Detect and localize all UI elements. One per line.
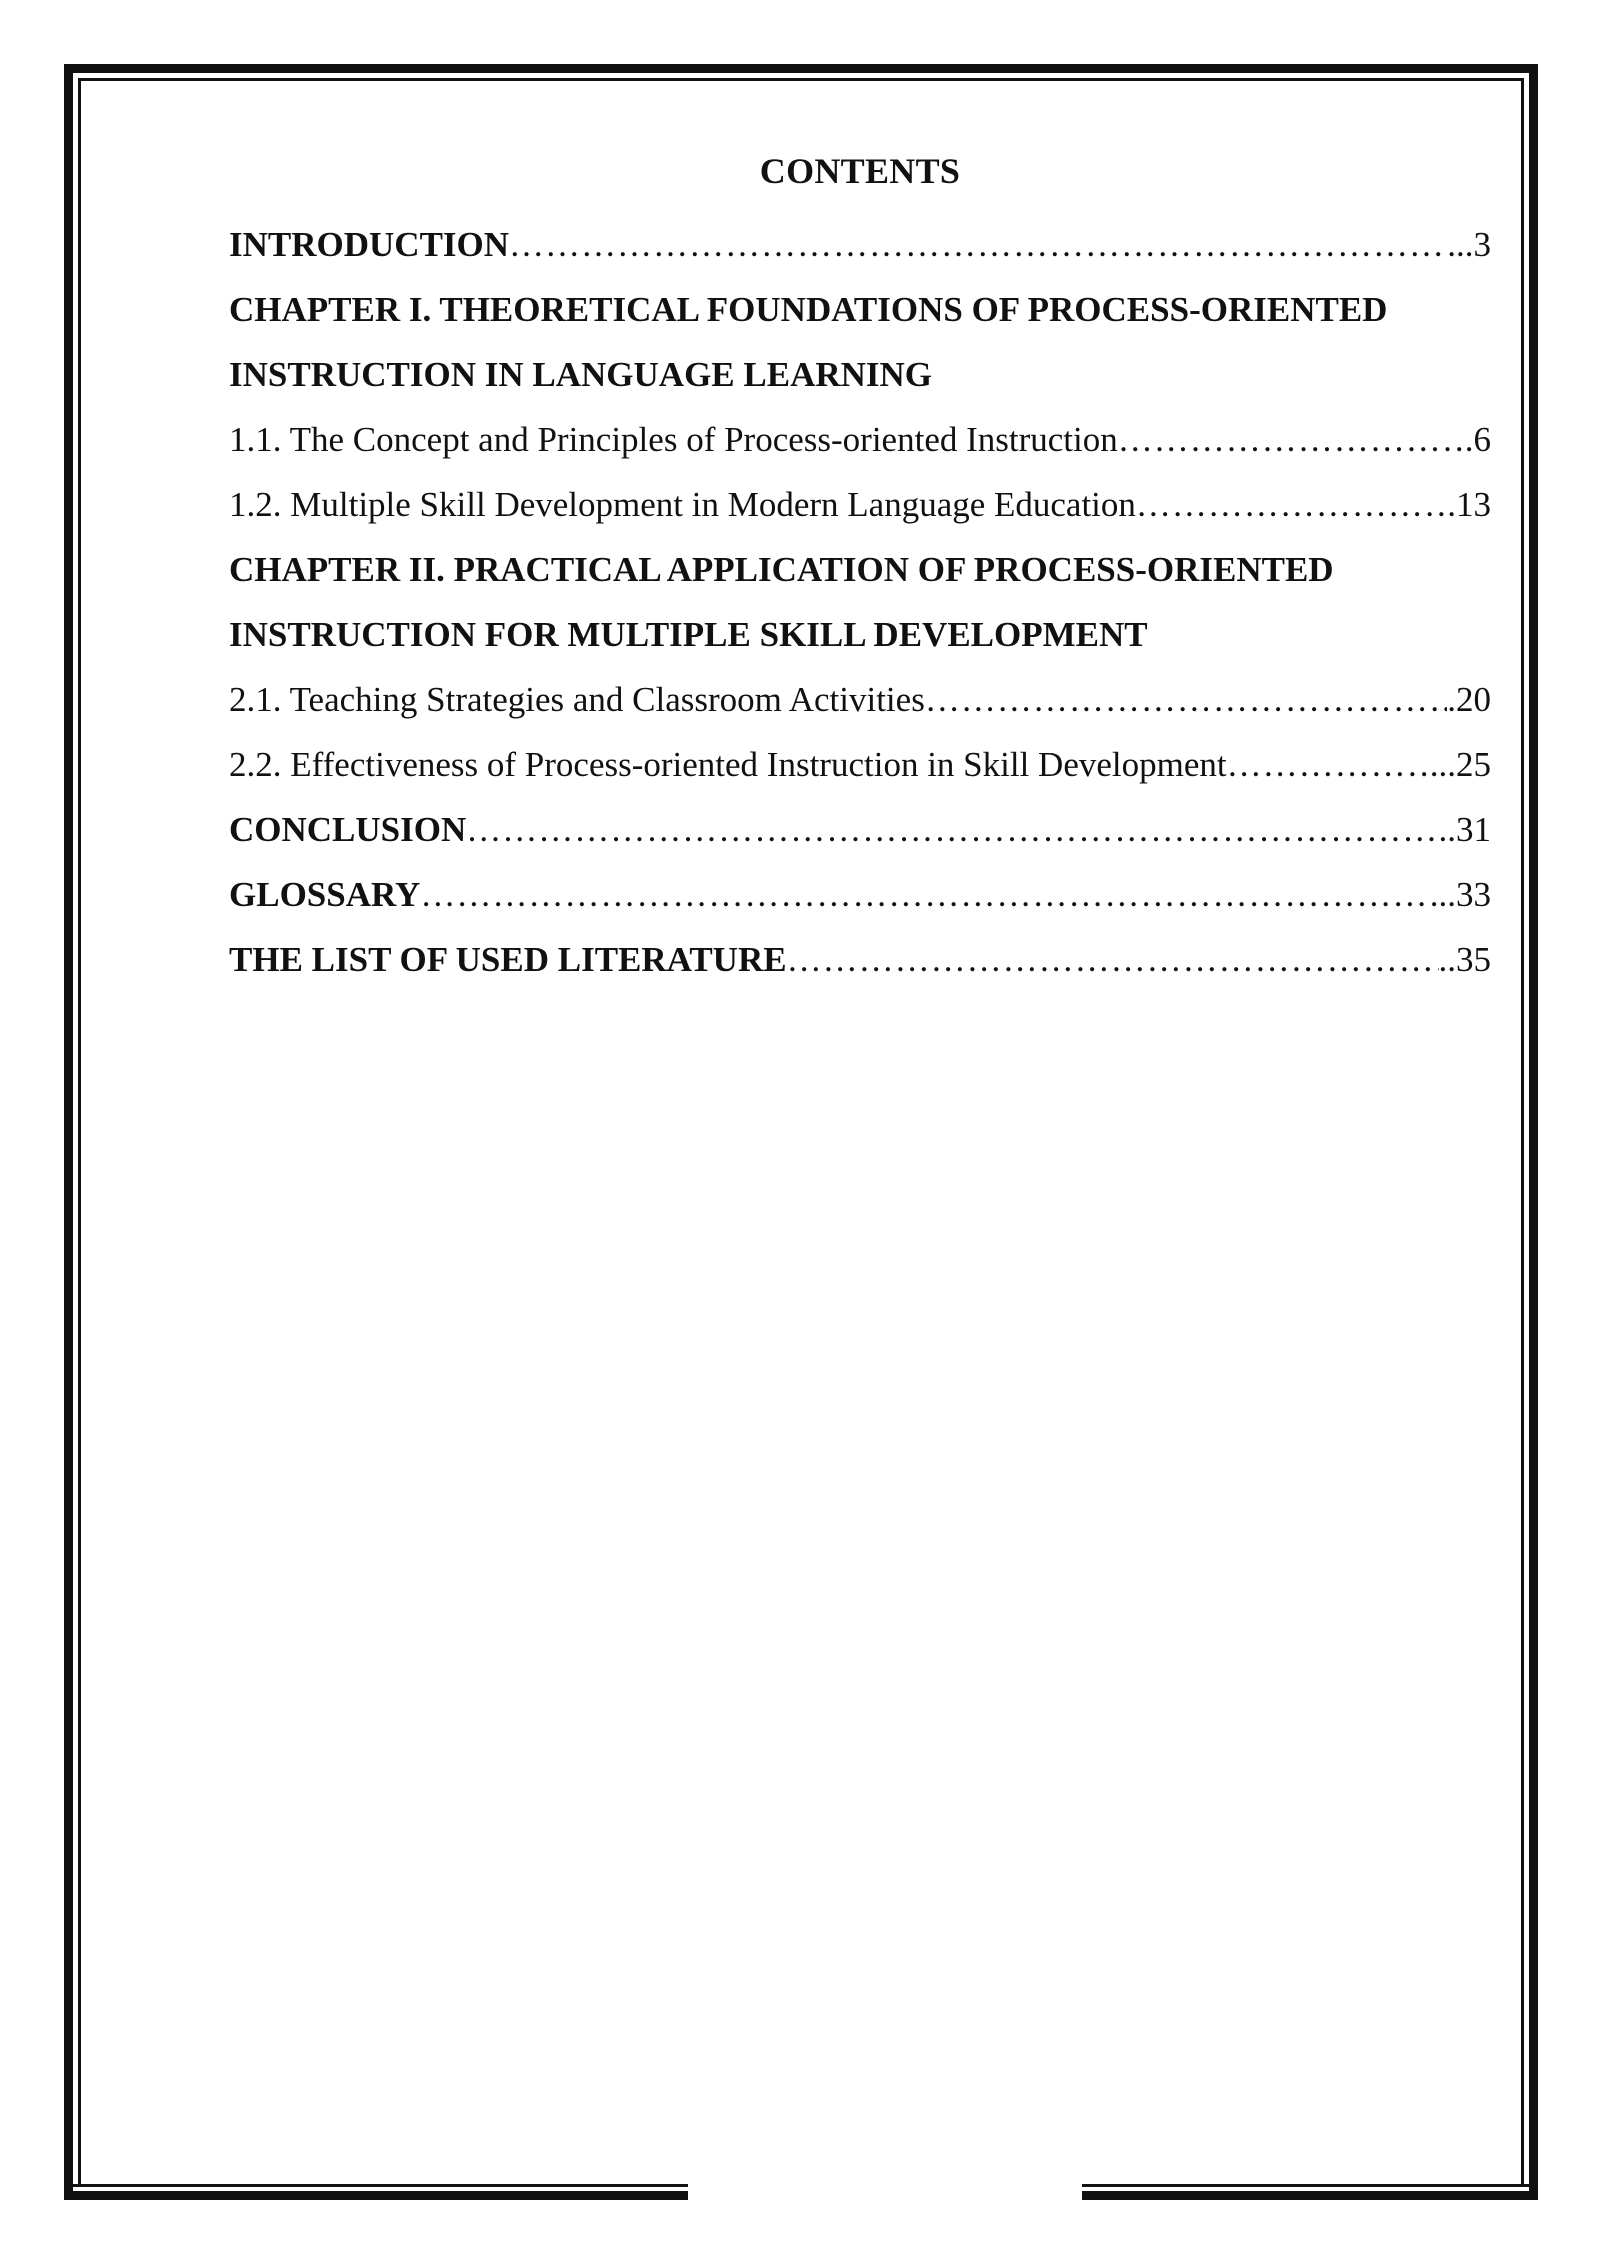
toc-dot-leader xyxy=(925,667,1447,732)
toc-page-number: .20 xyxy=(1447,680,1491,719)
toc-entry[interactable] xyxy=(229,732,1491,797)
toc-page-number: .6 xyxy=(1464,420,1491,459)
toc-entry-label: CHAPTER II. PRACTICAL APPLICATION OF PROCESS-ORIENTED xyxy=(229,550,1334,589)
toc-entry[interactable] xyxy=(229,277,1491,342)
toc-entry-label: 1.2. Multiple Skill Development in Modern Language Education xyxy=(229,485,1136,524)
toc-page-number: ...25 xyxy=(1429,745,1491,784)
toc-entry-label: GLOSSARY xyxy=(229,875,421,914)
toc-dot-leader xyxy=(1118,407,1465,472)
frame-bottom-right-thin xyxy=(1082,2184,1538,2187)
frame-bottom-left-thick xyxy=(64,2191,688,2200)
toc-dot-leader xyxy=(509,212,1447,277)
toc-dot-leader xyxy=(420,862,1429,927)
toc-page-number: ..35 xyxy=(1438,940,1491,979)
toc-entry-label: INSTRUCTION IN LANGUAGE LEARNING xyxy=(229,355,933,394)
toc-entry[interactable] xyxy=(229,537,1491,602)
toc-dot-leader xyxy=(466,797,1438,862)
toc-entry[interactable] xyxy=(229,212,1491,277)
toc-page-number: ...3 xyxy=(1447,225,1491,264)
toc-entry[interactable] xyxy=(229,797,1491,862)
toc-entry[interactable] xyxy=(229,472,1491,537)
toc-page-number: .13 xyxy=(1447,485,1491,524)
toc-entry[interactable] xyxy=(229,667,1491,732)
toc-entry-label: THE LIST OF USED LITERATURE xyxy=(229,940,787,979)
toc-entry-label: CHAPTER I. THEORETICAL FOUNDATIONS OF PROCESS-ORIENTED xyxy=(229,290,1388,329)
table-of-contents xyxy=(229,212,1491,992)
toc-page-number: ..31 xyxy=(1438,810,1491,849)
toc-entry-label: INSTRUCTION FOR MULTIPLE SKILL DEVELOPMENT xyxy=(229,615,1148,654)
contents-title: CONTENTS xyxy=(759,151,961,191)
toc-page-number: ...33 xyxy=(1429,875,1491,914)
toc-entry[interactable] xyxy=(229,407,1491,472)
toc-entry[interactable] xyxy=(229,927,1491,992)
toc-entry[interactable] xyxy=(229,342,1491,407)
toc-entry-label: 2.2. Effectiveness of Process-oriented Instruction in Skill Development xyxy=(229,745,1227,784)
toc-entry-label: 1.1. The Concept and Principles of Process-oriented Instruction xyxy=(229,420,1118,459)
toc-entry[interactable] xyxy=(229,862,1491,927)
toc-entry-label: CONCLUSION xyxy=(229,810,467,849)
toc-entry-label: 2.1. Teaching Strategies and Classroom Activities xyxy=(229,680,925,719)
toc-dot-leader xyxy=(1227,732,1430,797)
frame-bottom-right-thick xyxy=(1082,2191,1538,2200)
frame-bottom-left-thin xyxy=(64,2184,688,2187)
toc-dot-leader xyxy=(787,927,1439,992)
toc-entry-label: INTRODUCTION xyxy=(229,225,510,264)
toc-dot-leader xyxy=(1136,472,1447,537)
toc-entry[interactable] xyxy=(229,602,1491,667)
